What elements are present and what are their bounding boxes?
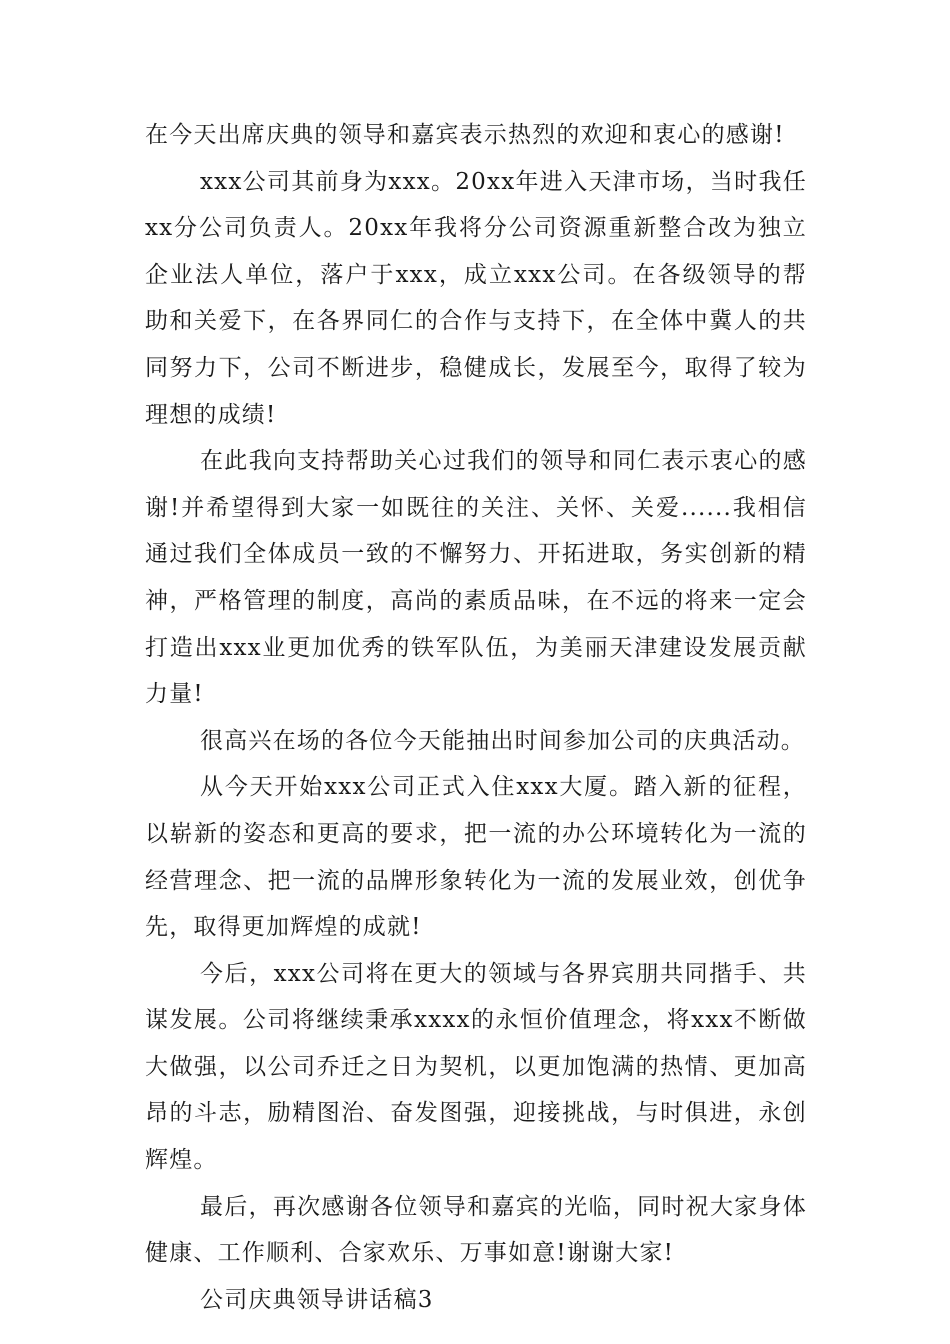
paragraph-celebration: 很高兴在场的各位今天能抽出时间参加公司的庆典活动。 — [200, 727, 805, 754]
paragraph-gratitude: 在此我向支持帮助关心过我们的领导和同仁表示衷心的感谢!并希望得到大家一如既往的关注、关怀、关爱......我相信通过我们全体成员一致的不懈努力、开拓进取，务实创新的精神，严格管理的制度，高尚的素质品味，在不远的将来一定会打造出xxx业更加优秀的铁军队伍，为美丽天津建设发展贡献力量! — [145, 448, 807, 708]
paragraph-closing-welcome: 在今天出席庆典的领导和嘉宾表示热烈的欢迎和衷心的感谢! — [145, 122, 785, 148]
paragraph-new-office: 从今天开始xxx公司正式入住xxx大厦。踏入新的征程，以崭新的姿态和更高的要求，把一流的办公环境转化为一流的经营理念、把一流的品牌形象转化为一流的发展业效，创优争先，取得更加辉煌的成就! — [145, 774, 807, 941]
paragraph-company-history: xxx公司其前身为xxx。20xx年进入天津市场，当时我任xx分公司负责人。20xx年我将分公司资源重新整合改为独立企业法人单位，落户于xxx，成立xxx公司。在各级领导的帮助和关爱下，在各界同仁的合作与支持下，在全体中冀人的共同努力下，公司不断进步，稳健成长，发展至今，取得了较为理想的成绩! — [145, 168, 807, 428]
paragraph-final-thanks: 最后，再次感谢各位领导和嘉宾的光临，同时祝大家身体健康、工作顺利、合家欢乐、万事如意!谢谢大家! — [145, 1193, 807, 1267]
section-heading: 公司庆典领导讲话稿3 — [200, 1286, 434, 1313]
paragraph-future: 今后，xxx公司将在更大的领域与各界宾朋共同揩手、共谋发展。公司将继续秉承xxxx的永恒价值理念，将xxx不断做大做强，以公司乔迁之日为契机，以更加饱满的热情、更加高昂的斗志，励精图治、奋发图强，迎接挑战，与时俱进，永创辉煌。 — [145, 960, 807, 1174]
document-body — [145, 112, 807, 1323]
